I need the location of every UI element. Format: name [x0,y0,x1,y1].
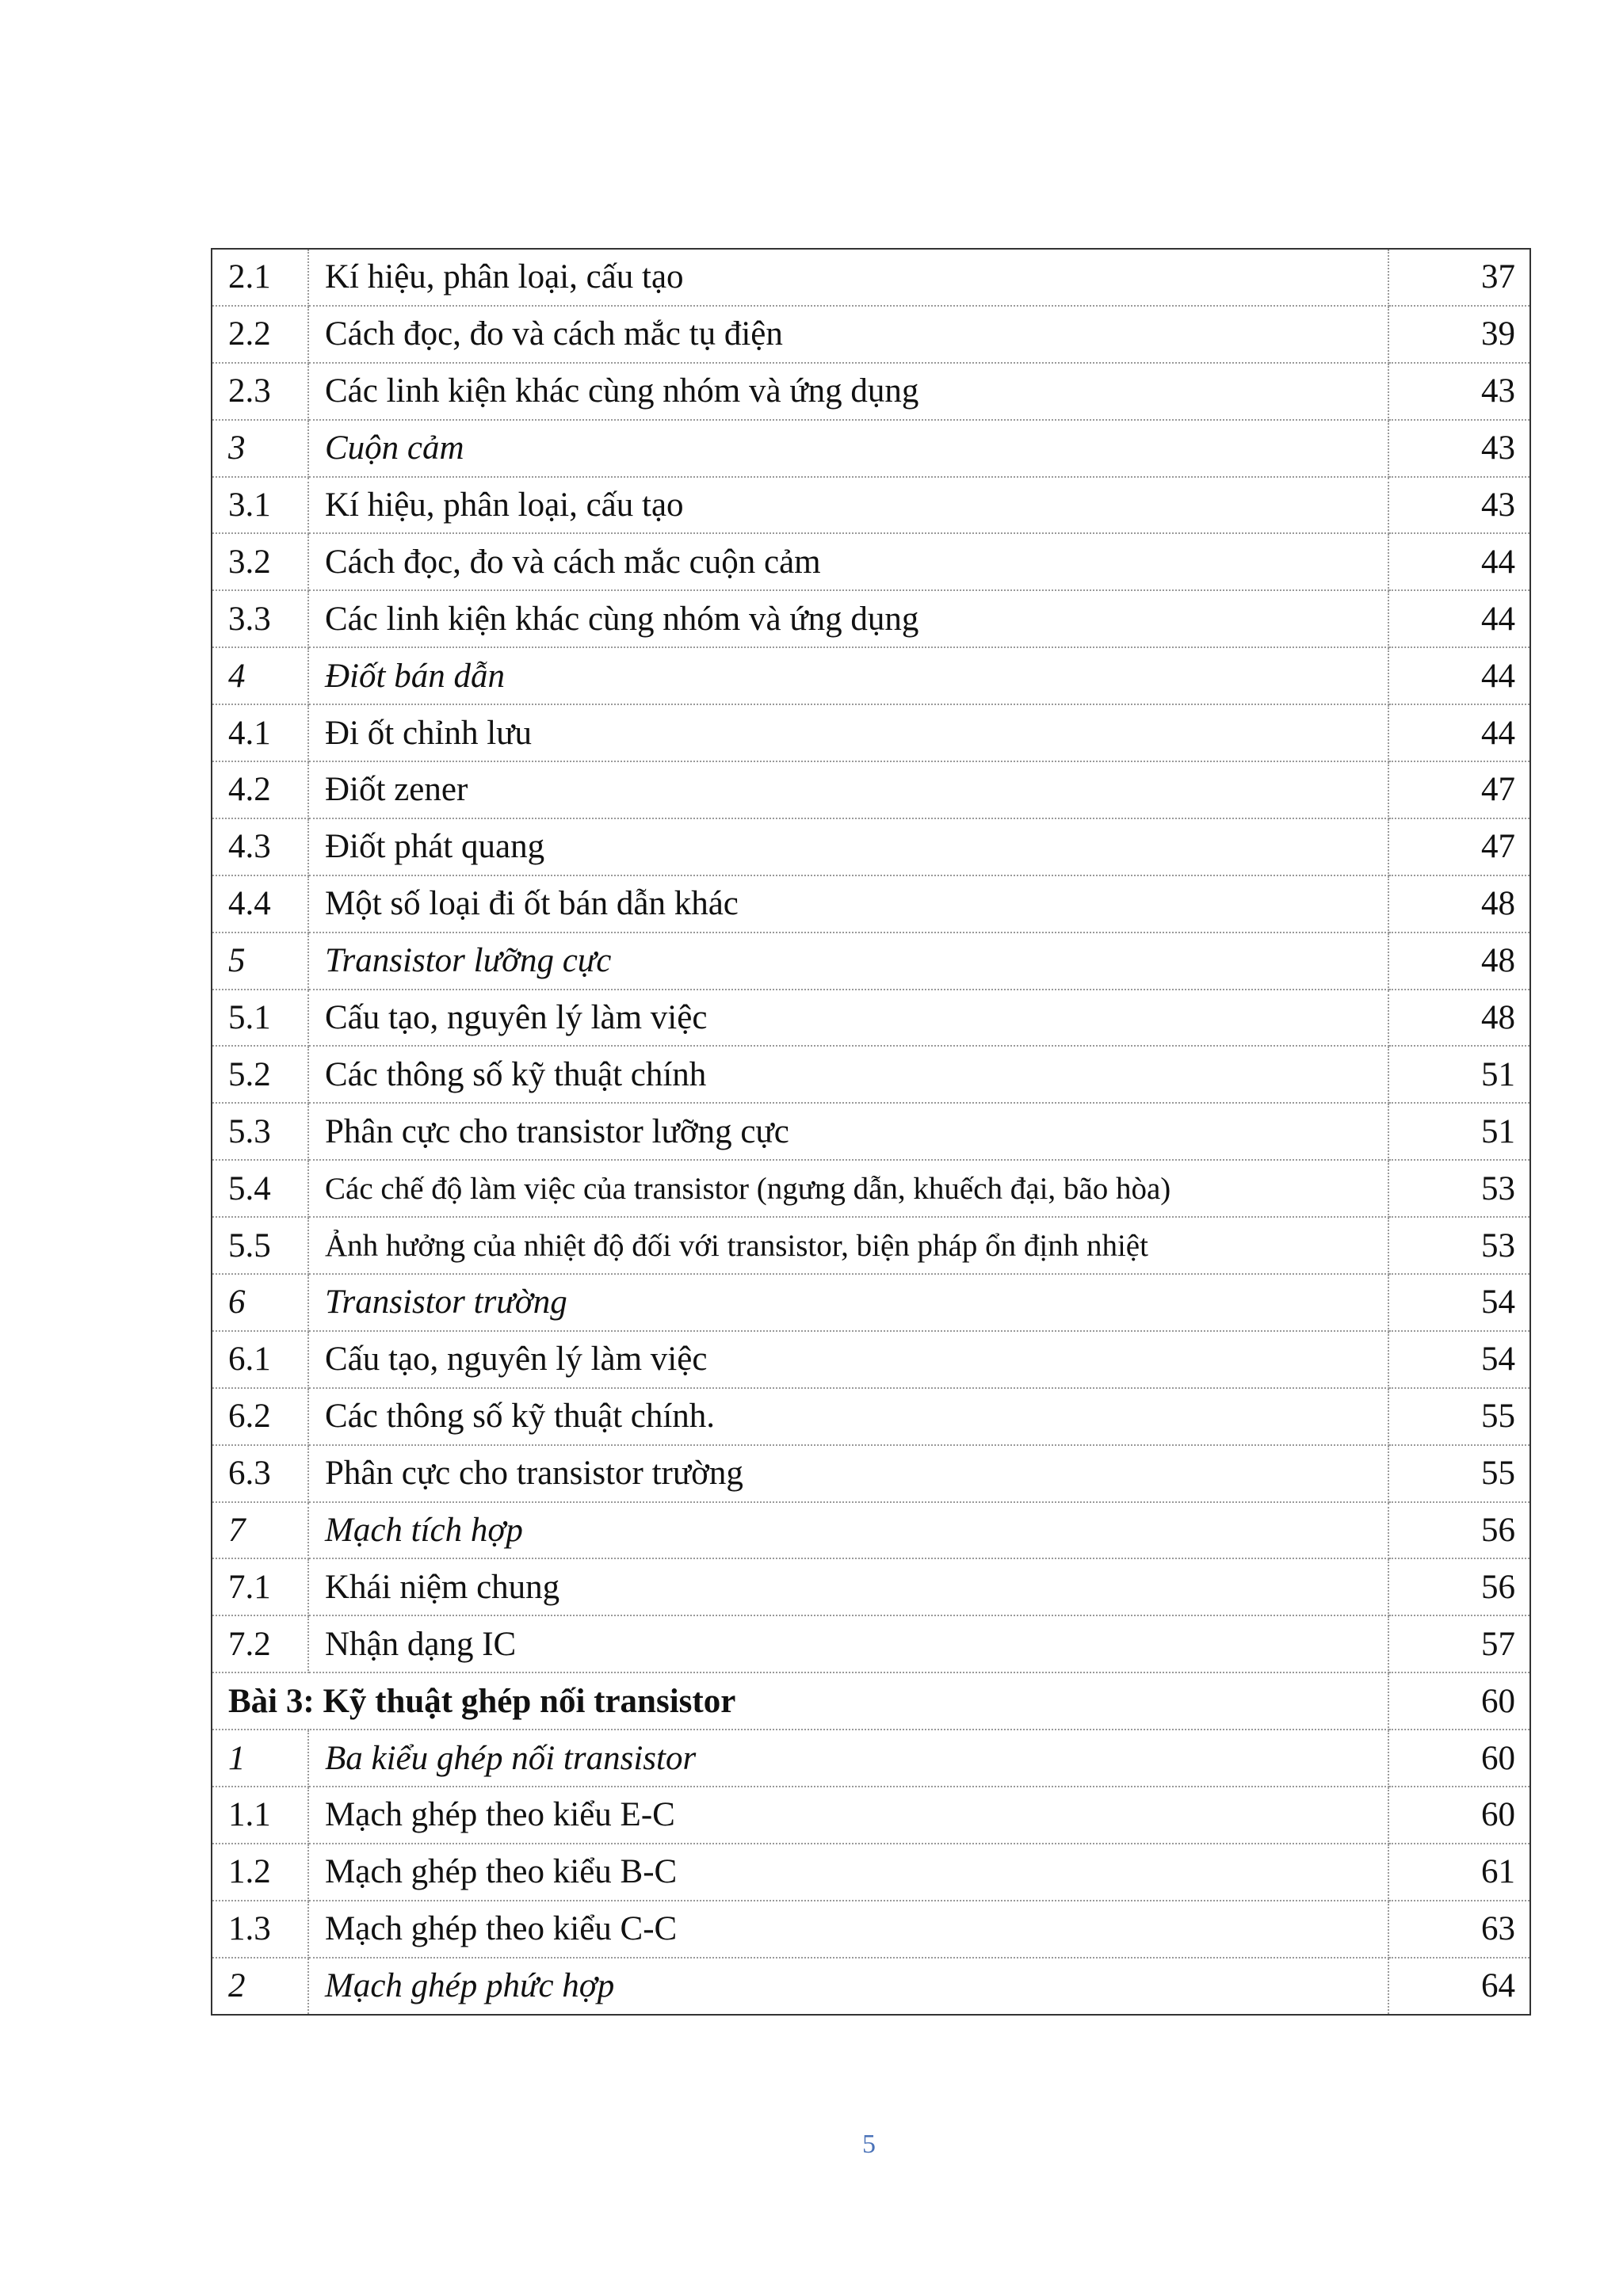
page-ref: 53 [1388,1160,1530,1217]
section-title: Kí hiệu, phân loại, cấu tạo [308,477,1388,534]
section-number: 2.2 [212,306,308,363]
chapter-number: 3 [212,420,308,477]
page-ref: 43 [1388,477,1530,534]
toc-row [212,249,1530,306]
toc-chapter-row [212,1958,1530,2015]
section-number: 4.3 [212,818,308,875]
section-title: Các thông số kỹ thuật chính [308,1046,1388,1103]
section-title: Mạch ghép theo kiểu E-C [308,1787,1388,1844]
page-ref: 51 [1388,1046,1530,1103]
toc-row [212,818,1530,875]
page-ref: 43 [1388,363,1530,420]
toc-chapter-row [212,933,1530,990]
section-number: 1.3 [212,1901,308,1958]
chapter-title: Transistor lưỡng cực [308,933,1388,990]
page-ref: 63 [1388,1901,1530,1958]
chapter-title: Mạch tích hợp [308,1502,1388,1559]
section-title: Phân cực cho transistor trường [308,1445,1388,1502]
toc-row [212,1787,1530,1844]
page-ref: 55 [1388,1388,1530,1445]
toc-row [212,1558,1530,1615]
page-ref: 43 [1388,420,1530,477]
chapter-number: 4 [212,647,308,704]
page-ref: 60 [1388,1730,1530,1787]
page-ref: 44 [1388,704,1530,761]
toc-row [212,533,1530,590]
section-number: 7.2 [212,1615,308,1672]
page-ref: 44 [1388,590,1530,647]
section-title: Các linh kiện khác cùng nhóm và ứng dụng [308,590,1388,647]
page-ref: 56 [1388,1502,1530,1559]
page-ref: 47 [1388,818,1530,875]
chapter-title: Ba kiểu ghép nối transistor [308,1730,1388,1787]
section-title: Cấu tạo, nguyên lý làm việc [308,990,1388,1047]
section-title: Các thông số kỹ thuật chính. [308,1388,1388,1445]
section-title: Cách đọc, đo và cách mắc tụ điện [308,306,1388,363]
toc-row [212,1615,1530,1672]
section-number: 5.4 [212,1160,308,1217]
section-title: Điốt phát quang [308,818,1388,875]
section-title: Điốt zener [308,761,1388,818]
toc-chapter-row [212,1502,1530,1559]
toc-row [212,1844,1530,1901]
section-number: 4.2 [212,761,308,818]
toc-row [212,1103,1530,1160]
toc-row [212,1445,1530,1502]
page-ref: 55 [1388,1445,1530,1502]
section-title: Ảnh hưởng của nhiệt độ đối với transistor, biện pháp ổn định nhiệt [308,1217,1388,1274]
toc-row [212,761,1530,818]
page-ref: 48 [1388,990,1530,1047]
toc-row [212,1217,1530,1274]
section-title: Khái niệm chung [308,1558,1388,1615]
toc-row [212,1046,1530,1103]
section-number: 5.2 [212,1046,308,1103]
page-ref: 60 [1388,1672,1530,1730]
page-ref: 54 [1388,1331,1530,1388]
section-title: Nhận dạng IC [308,1615,1388,1672]
toc-chapter-row [212,647,1530,704]
toc-row [212,704,1530,761]
toc-row [212,590,1530,647]
toc-row [212,477,1530,534]
chapter-number: 2 [212,1958,308,2015]
toc-lesson-row [212,1672,1530,1730]
toc-row [212,306,1530,363]
section-title: Kí hiệu, phân loại, cấu tạo [308,249,1388,306]
section-title: Cách đọc, đo và cách mắc cuộn cảm [308,533,1388,590]
chapter-title: Mạch ghép phức hợp [308,1958,1388,2015]
page-ref: 57 [1388,1615,1530,1672]
section-number: 2.1 [212,249,308,306]
section-number: 7.1 [212,1558,308,1615]
section-title: Một số loại đi ốt bán dẫn khác [308,875,1388,933]
page-ref: 44 [1388,533,1530,590]
page-ref: 48 [1388,933,1530,990]
section-number: 1.2 [212,1844,308,1901]
chapter-title: Transistor trường [308,1274,1388,1331]
toc-row [212,1160,1530,1217]
toc-row [212,363,1530,420]
section-number: 6.3 [212,1445,308,1502]
table-of-contents [211,248,1531,2016]
section-title: Mạch ghép theo kiểu B-C [308,1844,1388,1901]
chapter-number: 7 [212,1502,308,1559]
page-ref: 44 [1388,647,1530,704]
page-ref: 56 [1388,1558,1530,1615]
section-number: 5.5 [212,1217,308,1274]
chapter-number: 1 [212,1730,308,1787]
page-ref: 53 [1388,1217,1530,1274]
section-title: Các linh kiện khác cùng nhóm và ứng dụng [308,363,1388,420]
page-ref: 54 [1388,1274,1530,1331]
toc-chapter-row [212,420,1530,477]
page-ref: 61 [1388,1844,1530,1901]
chapter-title: Cuộn cảm [308,420,1388,477]
toc-chapter-row [212,1274,1530,1331]
section-title: Phân cực cho transistor lưỡng cực [308,1103,1388,1160]
section-number: 2.3 [212,363,308,420]
page-ref: 37 [1388,249,1530,306]
chapter-title: Điốt bán dẫn [308,647,1388,704]
section-number: 1.1 [212,1787,308,1844]
section-number: 4.4 [212,875,308,933]
section-title: Các chế độ làm việc của transistor (ngưng dẫn, khuếch đại, bão hòa) [308,1160,1388,1217]
page-ref: 64 [1481,1967,1515,2005]
section-number: 5.3 [212,1103,308,1160]
toc-row [212,990,1530,1047]
toc-row [212,1331,1530,1388]
section-number: 3.1 [212,477,308,534]
section-title: Đi ốt chỉnh lưu [308,704,1388,761]
page-ref: 51 [1388,1103,1530,1160]
section-title: Mạch ghép theo kiểu C-C [308,1901,1388,1958]
section-number: 4.1 [212,704,308,761]
page-number: 5 [862,2130,876,2159]
toc-row [212,1901,1530,1958]
section-number: 3.3 [212,590,308,647]
lesson-title: Bài 3: Kỹ thuật ghép nối transistor [212,1672,1388,1730]
chapter-number: 6 [212,1274,308,1331]
section-number: 6.2 [212,1388,308,1445]
page-ref: 60 [1388,1787,1530,1844]
section-number: 6.1 [212,1331,308,1388]
chapter-number: 5 [212,933,308,990]
section-number: 5.1 [212,990,308,1047]
toc-row [212,875,1530,933]
page-ref: 47 [1388,761,1530,818]
toc-chapter-row [212,1730,1530,1787]
section-title: Cấu tạo, nguyên lý làm việc [308,1331,1388,1388]
toc-row [212,1388,1530,1445]
page-ref: 48 [1388,875,1530,933]
section-number: 3.2 [212,533,308,590]
page-ref: 39 [1388,306,1530,363]
